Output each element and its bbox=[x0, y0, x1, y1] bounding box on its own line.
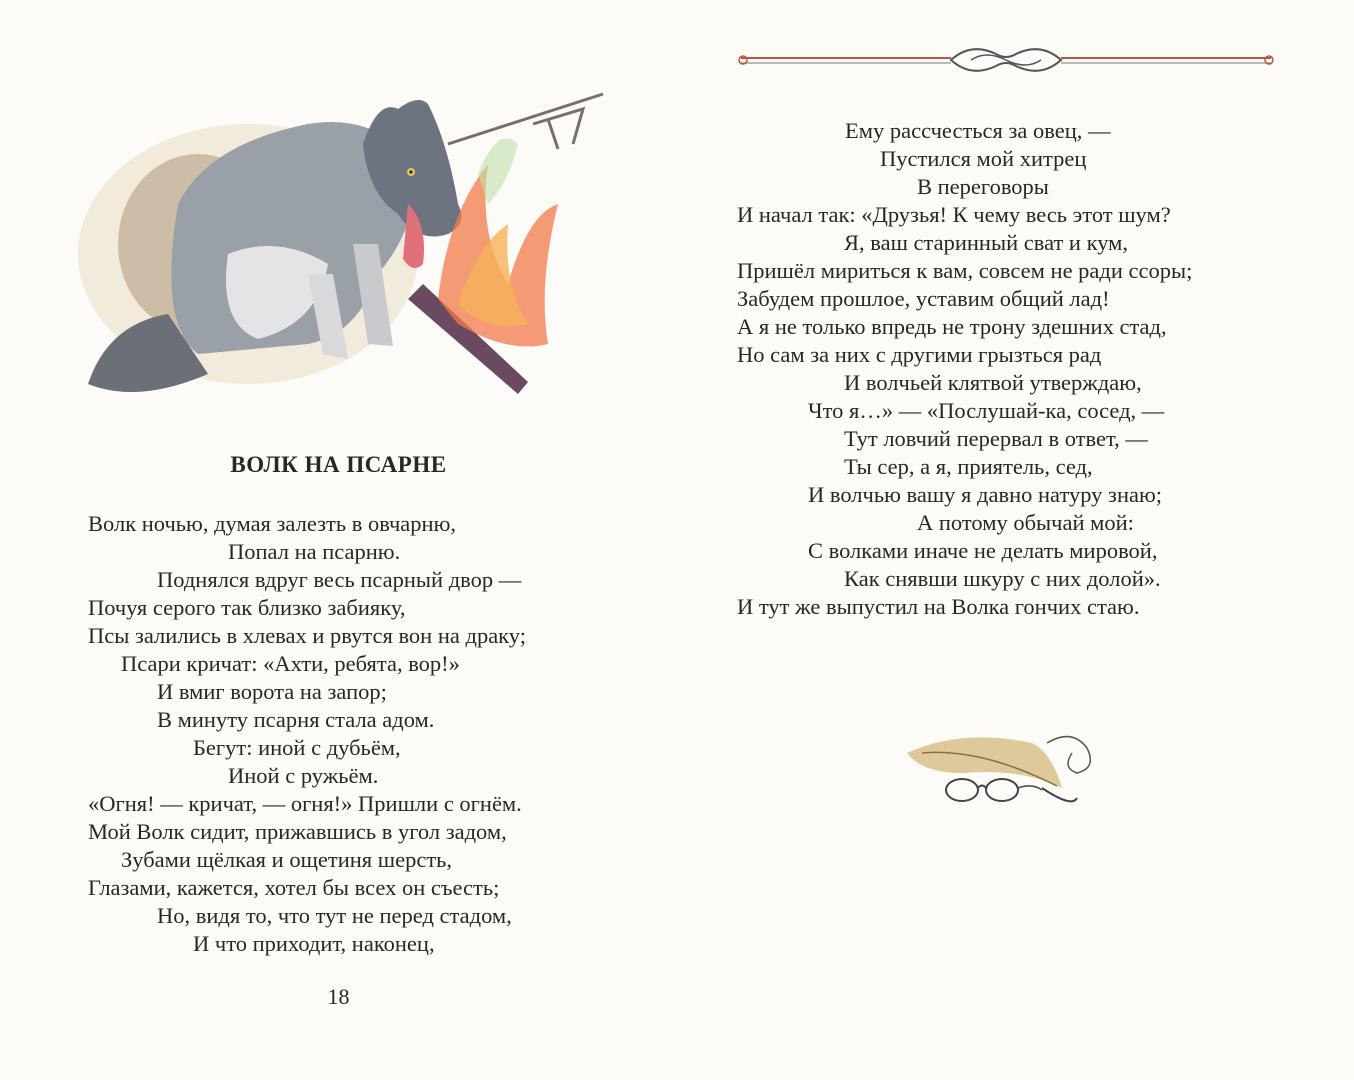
verse-line: Пустился мой хитрец bbox=[880, 146, 1087, 171]
verse-line: Глазами, кажется, хотел бы всех он съесть; bbox=[88, 875, 500, 900]
scroll-ornament-icon bbox=[731, 40, 1281, 80]
verse-line: Ему рассчесться за овец, — bbox=[845, 118, 1111, 143]
verse-line: А потому обычай мой: bbox=[917, 510, 1134, 535]
verse-line: А я не только впредь не трону здешних стад, bbox=[737, 314, 1167, 339]
verse-line: Как снявши шкуру с них долой». bbox=[844, 566, 1161, 591]
verse-line: Иной с ружьём. bbox=[228, 763, 379, 788]
verse-line: Но, видя то, что тут не перед стадом, bbox=[157, 903, 512, 928]
verse-line: Что я…» — «Послушай-ка, сосед, — bbox=[808, 398, 1165, 423]
wolf-illustration bbox=[78, 84, 618, 414]
poem-verse-right bbox=[677, 117, 1354, 627]
verse-line: Зубами щёлкая и ощетиня шерсть, bbox=[121, 847, 453, 872]
poem-title: ВОЛК НА ПСАРНЕ bbox=[230, 452, 447, 477]
verse-line: Бегут: иной с дубьём, bbox=[193, 735, 401, 760]
feather-glasses-vignette bbox=[902, 728, 1112, 813]
verse-line: Почуя серого так близко забияку, bbox=[88, 595, 406, 620]
header-ornament bbox=[731, 40, 1281, 80]
wolf-with-torch-image bbox=[78, 84, 618, 414]
verse-line: В минуту псарня стала адом. bbox=[157, 707, 435, 732]
verse-line: Псы залились в хлевах и рвутся вон на драку; bbox=[88, 623, 526, 648]
verse-line: И начал так: «Друзья! К чему весь этот шум? bbox=[737, 202, 1171, 227]
verse-line: Но сам за них с другими грызться рад bbox=[737, 342, 1102, 367]
quill-and-spectacles-icon bbox=[902, 728, 1112, 813]
verse-line: И вмиг ворота на запор; bbox=[157, 679, 387, 704]
verse-line: В переговоры bbox=[917, 174, 1049, 199]
verse-line: И тут же выпустил на Волка гончих стаю. bbox=[737, 594, 1140, 619]
verse-line: Тут ловчий перервал в ответ, — bbox=[844, 426, 1148, 451]
right-page bbox=[677, 0, 1354, 1080]
verse-line: И волчьей клятвой утверждаю, bbox=[844, 370, 1142, 395]
verse-line: «Огня! — кричат, — огня!» Пришли с огнём. bbox=[88, 791, 522, 816]
verse-line: С волками иначе не делать мировой, bbox=[808, 538, 1158, 563]
verse-line: Попал на псарню. bbox=[228, 539, 401, 564]
verse-line: Волк ночью, думая залезть в овчарню, bbox=[88, 511, 456, 536]
verse-line: И что приходит, наконец, bbox=[193, 931, 435, 956]
page-number: 18 bbox=[327, 984, 350, 1009]
verse-line: И волчью вашу я давно натуру знаю; bbox=[808, 482, 1163, 507]
verse-line: Мой Волк сидит, прижавшись в угол задом, bbox=[88, 819, 507, 844]
verse-line: Ты сер, а я, приятель, сед, bbox=[844, 454, 1093, 479]
verse-line: Забудем прошлое, уставим общий лад! bbox=[737, 286, 1110, 311]
verse-line: Пришёл мириться к вам, совсем не ради ссоры; bbox=[737, 258, 1193, 283]
poem-verse-left bbox=[0, 510, 677, 970]
verse-line: Поднялся вдруг весь псарный двор — bbox=[157, 567, 522, 592]
verse-line: Я, ваш старинный сват и кум, bbox=[844, 230, 1129, 255]
verse-line: Псари кричат: «Ахти, ребята, вор!» bbox=[121, 651, 460, 676]
